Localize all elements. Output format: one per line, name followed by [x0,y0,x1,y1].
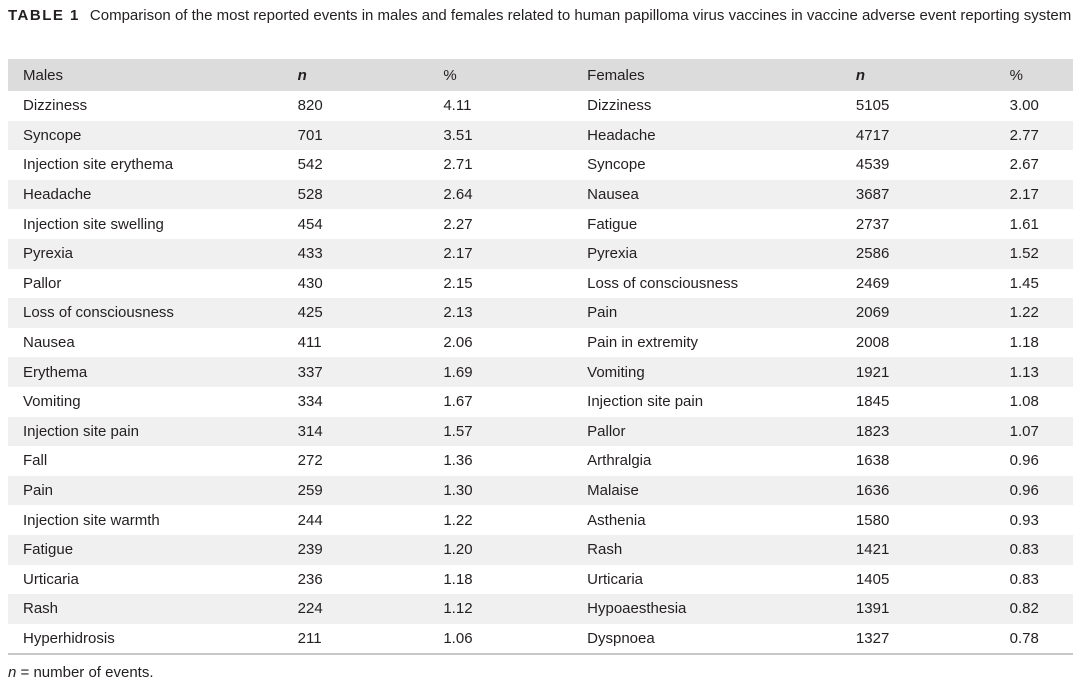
cell-female-percent: 3.00 [1009,97,1039,115]
cell-female-event: Syncope [587,156,646,174]
cell-male-event: Fall [23,452,48,470]
table-row [8,594,1073,624]
cell-female-n: 4539 [855,156,890,174]
cell-female-event: Nausea [587,186,639,204]
cell-female-percent: 1.22 [1009,304,1039,322]
table-row [8,505,1073,535]
cell-male-event: Injection site pain [23,422,139,440]
table-label: TABLE 1 [8,7,80,24]
cell-male-percent: 1.36 [443,452,473,470]
cell-male-percent: 2.64 [443,186,473,204]
table-row [8,357,1073,387]
table-row [8,91,1073,121]
cell-male-percent: 2.17 [443,245,473,263]
table-row [8,239,1073,269]
events-table [8,59,1073,655]
caption-text: Comparison of the most reported events in males and females related to human papilloma virus vaccines in vaccine adverse event reporting system [89,7,1072,24]
cell-male-n: 337 [297,363,323,381]
cell-female-event: Urticaria [587,570,643,588]
footnote-symbol: n [8,664,17,681]
cell-female-percent: 2.67 [1009,156,1039,174]
cell-male-n: 528 [297,186,323,204]
cell-male-n: 272 [297,452,323,470]
table-header-row [8,59,1073,91]
table-row [8,624,1073,655]
table-footnote [8,664,154,681]
cell-male-event: Erythema [23,363,88,381]
cell-female-event: Vomiting [587,363,645,381]
cell-male-percent: 2.06 [443,334,473,352]
cell-male-n: 239 [297,541,323,559]
cell-female-percent: 0.82 [1009,600,1039,618]
cell-male-n: 701 [297,126,323,144]
table-row [8,180,1073,210]
cell-male-n: 334 [297,393,323,411]
cell-male-n: 411 [297,334,322,352]
cell-male-event: Pain [23,482,54,500]
cell-female-percent: 1.18 [1009,334,1039,352]
cell-male-n: 542 [297,156,323,174]
cell-female-event: Fatigue [587,215,638,233]
header-females-n: n [855,66,866,84]
cell-male-n: 433 [297,245,323,263]
cell-male-n: 236 [297,570,323,588]
cell-male-event: Dizziness [23,97,88,115]
footnote-text: = number of events. [16,664,154,681]
cell-male-n: 259 [297,482,323,500]
cell-male-percent: 2.13 [443,304,473,322]
header-females-percent: % [1009,66,1023,84]
cell-male-percent: 1.67 [443,393,473,411]
cell-female-percent: 1.45 [1009,274,1039,292]
cell-male-n: 425 [297,304,323,322]
cell-female-percent: 0.83 [1009,570,1039,588]
cell-female-n: 1421 [855,541,890,559]
cell-female-percent: 0.96 [1009,452,1039,470]
cell-female-percent: 2.77 [1009,126,1039,144]
cell-male-event: Rash [23,600,59,618]
cell-female-n: 2586 [855,245,890,263]
cell-male-percent: 2.15 [443,274,473,292]
table-row [8,446,1073,476]
cell-female-n: 1327 [855,629,890,647]
cell-male-event: Vomiting [23,393,81,411]
cell-male-percent: 1.57 [443,422,473,440]
cell-male-n: 430 [297,274,323,292]
cell-male-event: Loss of consciousness [23,304,174,322]
cell-female-percent: 1.61 [1009,215,1039,233]
cell-male-event: Fatigue [23,541,74,559]
table-row [8,209,1073,239]
cell-male-percent: 1.18 [443,570,473,588]
cell-male-n: 820 [297,97,323,115]
cell-female-percent: 1.13 [1009,363,1039,381]
cell-male-event: Injection site warmth [23,511,160,529]
cell-female-n: 2069 [855,304,890,322]
cell-female-event: Malaise [587,482,639,500]
cell-male-percent: 1.20 [443,541,473,559]
cell-female-n: 1636 [855,482,890,500]
table-row [8,150,1073,180]
cell-female-percent: 1.52 [1009,245,1039,263]
cell-male-percent: 1.22 [443,511,473,529]
cell-female-n: 1845 [855,393,890,411]
cell-female-percent: 1.08 [1009,393,1039,411]
cell-male-event: Pallor [23,274,62,292]
cell-female-event: Hypoaesthesia [587,600,687,618]
cell-male-percent: 1.06 [443,629,473,647]
cell-male-event: Syncope [23,126,82,144]
cell-female-event: Asthenia [587,511,646,529]
cell-female-n: 5105 [855,97,890,115]
cell-male-percent: 4.11 [443,97,472,115]
table-row [8,121,1073,151]
table-row [8,269,1073,299]
cell-female-event: Pain in extremity [587,334,699,352]
cell-male-percent: 2.71 [443,156,473,174]
cell-female-event: Headache [587,126,656,144]
cell-female-n: 2469 [855,274,890,292]
cell-female-n: 2737 [855,215,890,233]
table-row [8,417,1073,447]
cell-male-n: 314 [297,422,323,440]
cell-male-percent: 1.30 [443,482,473,500]
cell-female-percent: 1.07 [1009,422,1039,440]
cell-male-event: Nausea [23,334,75,352]
cell-male-event: Hyperhidrosis [23,629,115,647]
cell-male-event: Pyrexia [23,245,74,263]
cell-male-event: Injection site swelling [23,215,164,233]
cell-male-percent: 1.69 [443,363,473,381]
cell-female-percent: 0.83 [1009,541,1039,559]
cell-female-event: Dizziness [587,97,652,115]
cell-female-n: 1638 [855,452,890,470]
cell-female-n: 1823 [855,422,890,440]
cell-female-event: Pain [587,304,618,322]
cell-female-n: 4717 [855,126,890,144]
table-row [8,565,1073,595]
cell-female-event: Loss of consciousness [587,274,739,292]
cell-male-percent: 1.12 [443,600,473,618]
cell-female-n: 1921 [855,363,890,381]
header-males: Males [23,66,64,84]
header-males-n: n [297,66,307,84]
cell-male-n: 211 [297,629,322,647]
table-caption [8,4,1072,28]
header-females: Females [587,66,645,84]
cell-female-event: Pallor [587,422,626,440]
header-males-percent: % [443,66,457,84]
cell-female-percent: 0.78 [1009,629,1039,647]
cell-female-n: 1580 [855,511,890,529]
cell-female-n: 2008 [855,334,890,352]
cell-female-event: Injection site pain [587,393,704,411]
table-row [8,476,1073,506]
table-body [8,91,1073,654]
cell-female-n: 1405 [855,570,890,588]
cell-male-event: Injection site erythema [23,156,174,174]
cell-female-event: Rash [587,541,623,559]
cell-male-percent: 2.27 [443,215,473,233]
table-row [8,387,1073,417]
cell-male-event: Urticaria [23,570,79,588]
cell-female-percent: 0.96 [1009,482,1039,500]
cell-female-percent: 2.17 [1009,186,1039,204]
cell-female-percent: 0.93 [1009,511,1039,529]
table-row [8,298,1073,328]
cell-male-n: 244 [297,511,323,529]
cell-male-percent: 3.51 [443,126,473,144]
cell-female-event: Arthralgia [587,452,652,470]
cell-female-event: Pyrexia [587,245,638,263]
table-row [8,535,1073,565]
cell-male-n: 224 [297,600,323,618]
cell-female-n: 3687 [855,186,890,204]
cell-female-event: Dyspnoea [587,629,655,647]
cell-female-n: 1391 [855,600,890,618]
cell-male-event: Headache [23,186,92,204]
cell-male-n: 454 [297,215,323,233]
table-row [8,328,1073,358]
